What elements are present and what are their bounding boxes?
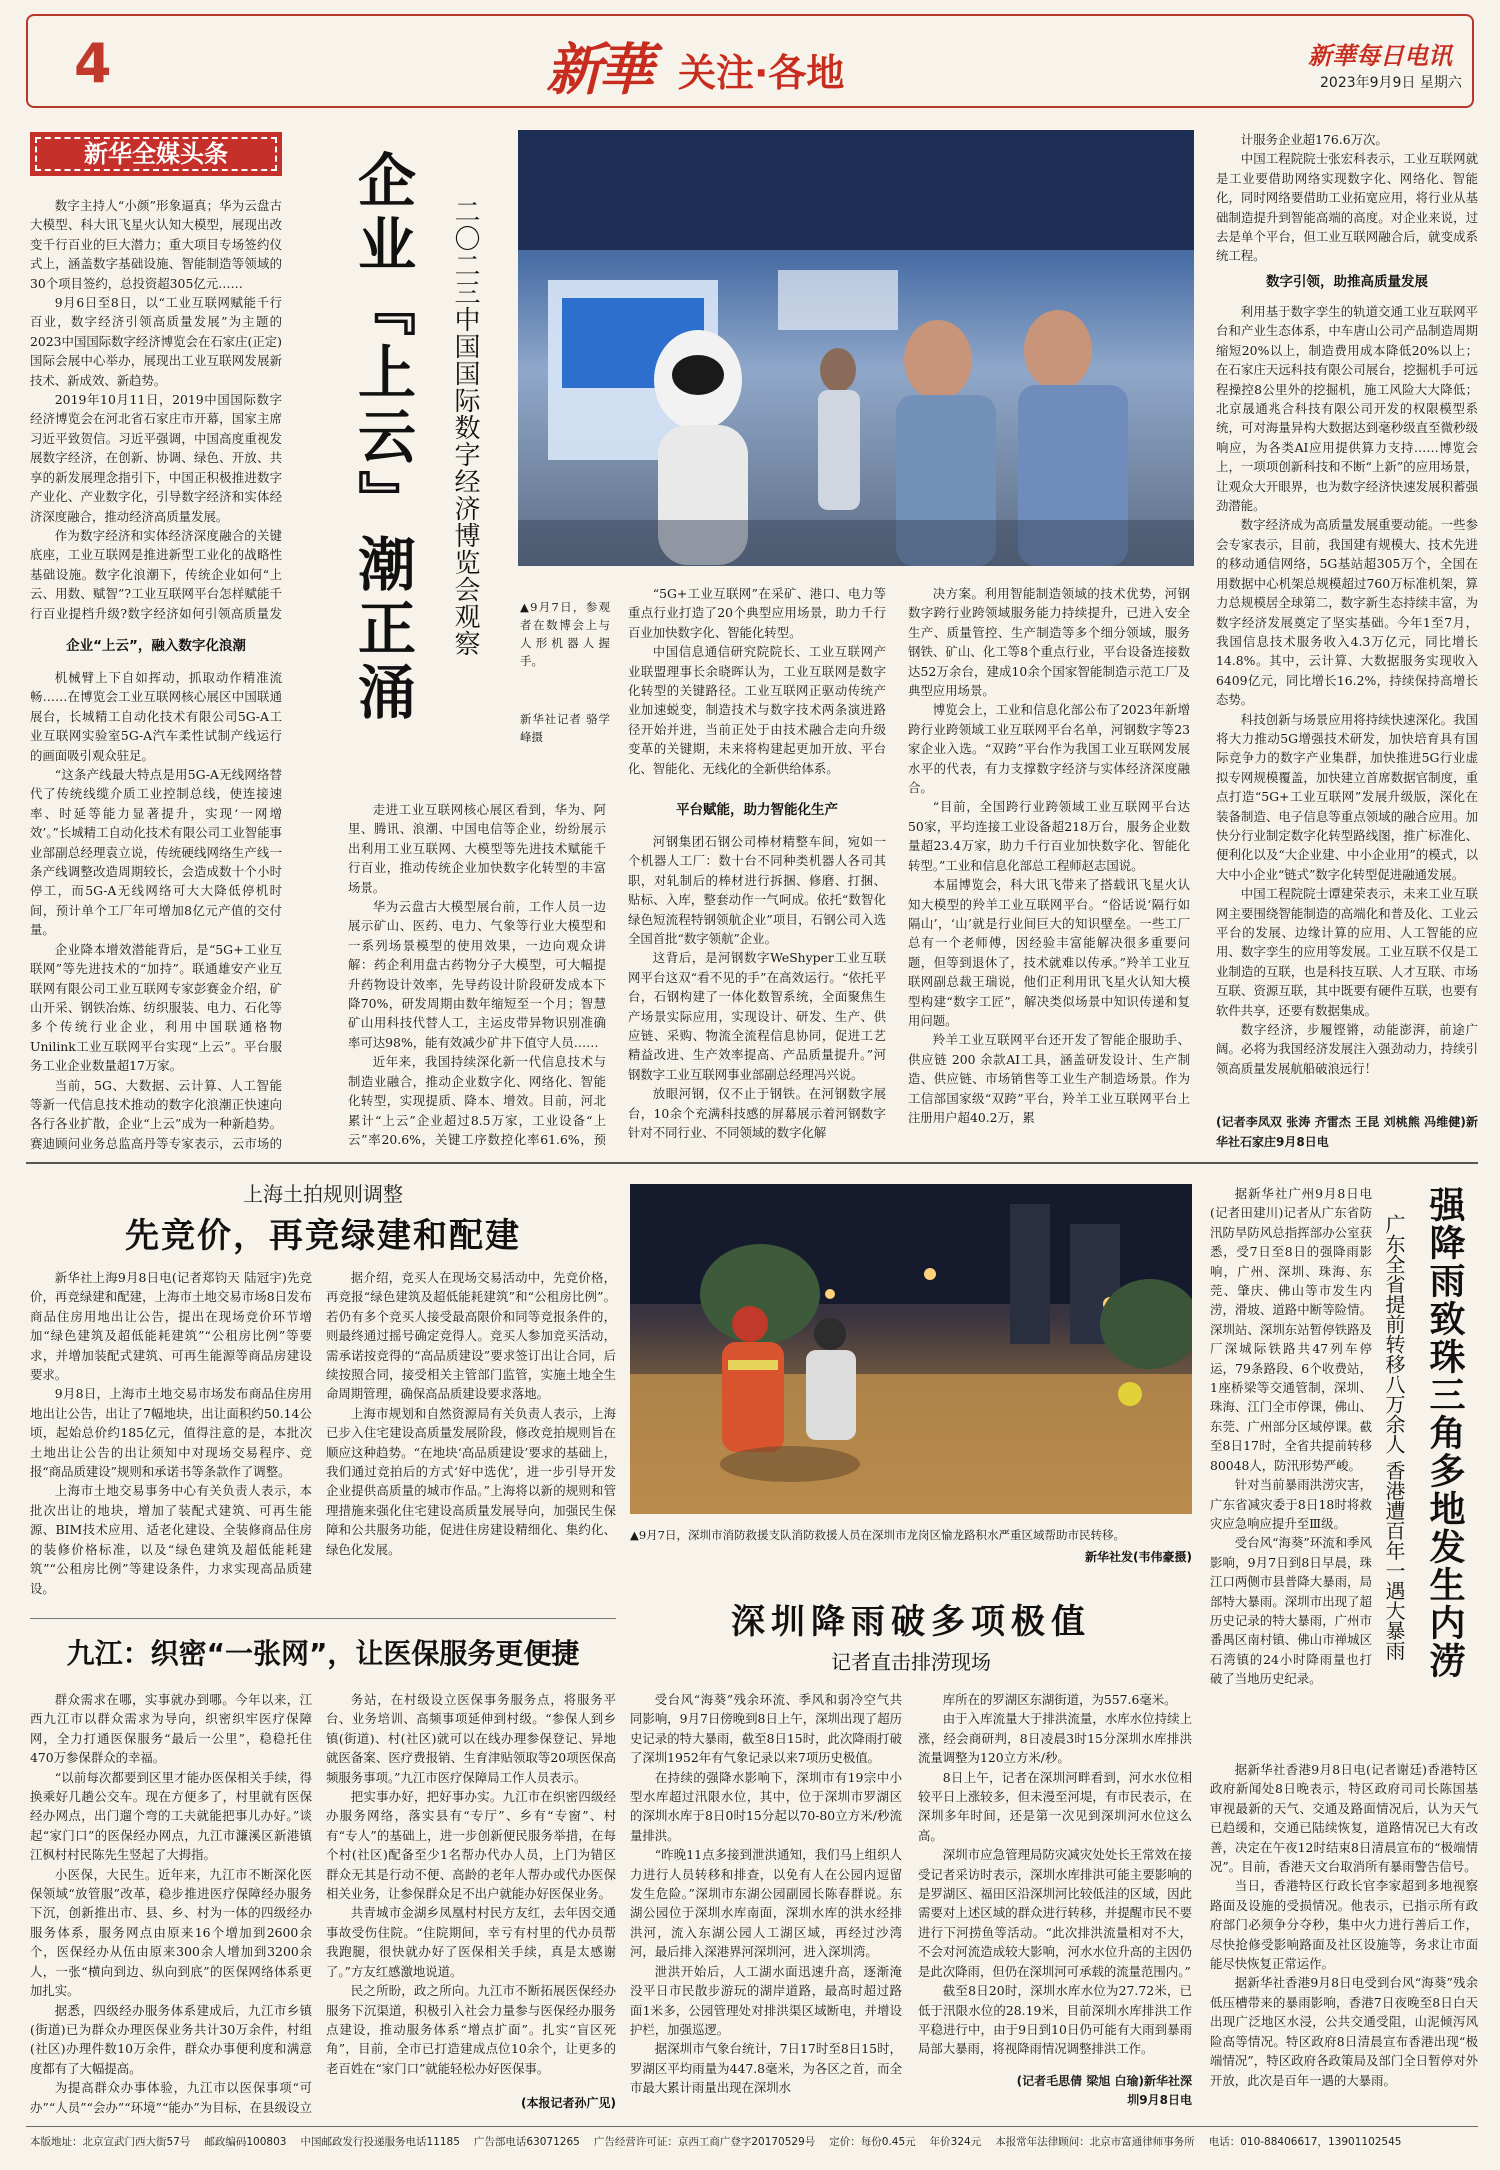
shanghai-headline: 先竞价，再竞绿建和配建: [125, 1216, 521, 1256]
expo-scene-illustration: [518, 130, 1194, 566]
shenzhen-subtitle: 记者直击排涝现场: [831, 1650, 991, 1674]
lead-col-5: 计服务企业超176.6万次。 中国工程院院士张宏科表示，工业互联网就是工业要借助网络实现数字化、网络化、智能化，同时网络要借助工业拓宽应用，将行业从基础制造提升到智能高端的高度。对企业来说，过去是单个平台，但工业互联网融合后，就变成系统工程。: [1216, 132, 1478, 264]
shanghai-col-2: 据介绍，竞买人在现场交易活动中，先竞价格，再竞报“绿色建筑及超低能耗建筑”和“公租房比例”。若仍有多个竞买人接受最高限价和同等竞报条件的，则最终通过摇号确定竞得人。竞买人参加竞买活动，需承诺按竞得的“高品质建设”要求签订出让合同，后续按照合同，接受相关主管部门监管，实施土地全生命周期管理，确保高品质建设要求落地。 上海市规划和自然资源局有关负责人表示，上海已步入住宅建设高质量发展阶段，修改竞拍规则旨在顺应这种趋势。“在地块‘高品质建设’要求的基础上，我们通过竞拍后的方式‘好中选优’，进一步引导开发企业提供高质量的城市作品。”上海将以新的规则和管理措施来强化住宅建设高质量发展导向，加强民生保障和公共服务功能，促进住房建设精细化、集约化、绿色化发展。: [326, 1270, 616, 1557]
masthead: [26, 14, 1476, 110]
jiujiang-col-1: 群众需求在哪，实事就办到哪。今年以来，江西九江市以群众需求为导向，织密织牢医疗保障网，全力打通医保服务“最后一公里”，稳稳托住470万参保群众的幸福。 “以前每次都要到区里才能办医保相关手续，得换乘好几趟公交车。现在方便多了，村里就有医保经办网点，出门遛个弯的工夫就能把事儿办好。”谈起“家门口”的医保经办网点，九江市濂溪区新港镇江枫村村民陈先生竖起了大拇指。 小医保，大民生。近年来，九江市不断深化医保领域“放管服”改革，稳步推进医疗保障经办服务下沉，创新推出市、县、乡、村为一体的四级经办服务体系，服务网点由原来16个增加到2600余个，医保经办从伍由原来300余人增加到3200余人，一张“横向到边、纵向到底”的医保网络体系更加扎实。 据悉，四级经办服务体系建成后，九江市乡镇(街道)已为群众办理医保业务共计30万余件，村组(社区)办理件数10万余件，群众办事便利度和满意度都有了大幅提高。 为提高群众办事体验，九江市以医保事项“可办”“人员”“会办”“环境”“能办”为目标，在县级设立: [30, 1692, 312, 2114]
lead-col-2: 走进工业互联网核心展区看到，华为、阿里、腾讯、浪潮、中国电信等企业，纷纷展示出利用工业互联网、大模型等先进技术赋能千行百业，推动传统企业加快数字化转型的丰富场景。 华为云盘古大模型展台前，工作人员一边展示矿山、医药、电力、气象等行业大模型和一系列场景模型的使用效果，一边向观众讲解：药企利用盘古药物分子大模型，可大幅提升药物设计效率，先导药设计阶段研发成本下降70%，研发周期由数年缩短至一个月；智慧矿山用科技代替人工，主运皮带异物识别准确率可达98%，能有效减少矿井下值守人员…… 近年来，我国持续深化新一代信息技术与制造业融合，推动企业数字化、网络化、智能化转型，实现提质、降本、增效。目前，河北累计“上云”企业超过8.5万家，工业设备“上云”率20.6%，关键工序数控化率61.6%，预: [348, 802, 606, 1147]
footer-postcode: 邮政编码100803: [204, 2136, 287, 2148]
lead-headline: 企业『上云』潮正涌: [348, 150, 416, 726]
issue-date: 2023年9月9日 星期六: [1320, 75, 1462, 91]
shenzhen-photo-caption: ▲9月7日，深圳市消防救援支队消防救援人员在深圳市龙岗区愉龙路积水严重区域帮助市民转移。: [630, 1528, 1125, 1542]
lead-subhead-1: 企业“上云”，融入数字化浪潮: [66, 638, 246, 654]
lead-col-1b: 机械臂上下自如挥动，抓取动作精准流畅……在博览会工业互联网核心展区中国联通展台，长城精工自动化技术有限公司5G-A工业互联网实验室5G-A汽车柔性试制产线运行的画面吸引观众驻足。 “这条产线最大特点是用5G-A无线网络替代了传统线缆介质工业控制总线，使连接速率、时延等能力显著提升，实现‘一网增效’。”长城精工自动化技术有限公司工业智能事业部副总经理袁立说，传统硬线网络生产线一条产线调整改造周期较长，会造成数十个小时停工，而5G-A无线网络可大大降低停机时间，预计单个工厂年可增加8亿元产值的交付量。 企业降本增效潜能背后，是“5G+工业互联网”等先进技术的“加持”。联通雄安产业互联网有限公司工业互联网专家彭赛金介绍，矿山开采、钢铁冶炼、纺织服装、电力、石化等多个传统行业企业，利用中国联通格物Unilink工业互联网平台实现“上云”。平台服务工业企业数量超17万家。 当前，5G、大数据、云计算、人工智能等新一代信息技术推动的数字化浪潮正快速向各行各业扩散，企业“上云”成为一种新趋势。赛迪顾问业务总监高丹等专家表示，云市场的: [30, 670, 282, 1151]
footer-delivery: 中国邮政发行投递服务电话11185: [300, 2136, 460, 2148]
lead-photo-caption: ▲9月7日，参观者在数博会上与人形机器人握手。: [520, 600, 610, 668]
lead-photo-credit: 新华社记者 骆学峰摄: [520, 712, 610, 744]
shanghai-col-1: 新华社上海9月8日电(记者郑钧天 陆冠宇)先竞价，再竞绿建和配建，上海市土地交易市场8日发布商品住房用地出让公告，提出在现场竞价环节增加“绿色建筑及超低能耗建筑”“公租房比例”等要求，并增加装配式建筑、可再生能源等商品房建设要求。 9月8日，上海市土地交易市场发布商品住房用地出让公告，出让了7幅地块，出让面积约50.14公顷，起始总价约185亿元，值得注意的是，本批次土地出让公告的出让须知中对现场交易程序、竞报“商品质建设”规则和承诺书等条款作了调整。 上海市土地交易事务中心有关负责人表示，本批次出让的地块，增加了装配式建筑、可再生能源、BIM技术应用、适老化建设、全装修商品住房的装修价格标准，以及“绿色建筑及超低能耗建筑”“公租房比例”等建设条件，力求实现高品质建设。: [30, 1270, 312, 1596]
badge-label: 新华全媒头条: [84, 140, 228, 168]
shenzhen-col-1: 受台风“海葵”残余环流、季风和弱冷空气共同影响，9月7日傍晚到8日上午，深圳出现了超历史记录的特大暴雨，截至8日15时，此次降雨打破了深圳1952年有气象记录以来7项历史极值。 在持续的强降水影响下，深圳市有19宗中小型水库超过汛限水位，其中，位于深圳市罗湖区的深圳水库于8日0时15分起以70-80立方米/秒流量排洪。 “昨晚11点多接到泄洪通知，我们马上组织人力进行人员转移和排查，以免有人在公园内逗留发生危险。”深圳市东湖公园副园长陈春群说。东湖公园位于深圳水库南面，深圳水库的洪水经排洪河，流入东湖公园人工湖区域，再经过沙湾河，最后排入深港界河深圳河，进入深圳湾。 泄洪开始后，人工湖水面迅速升高，逐渐淹没平日市民散步游玩的湖岸道路，最高时超过路面1米多，公园管理处对排洪渠区域断电，并增设护栏，加强巡逻。 据深圳市气象台统计，7日17时至8日15时，罗湖区平均雨量为447.8毫米，为各区之首，而全市最大累计雨量出现在深圳水: [630, 1692, 902, 2096]
footer-rule: [26, 2126, 1478, 2127]
lead-col-3b: 河钢集团石钢公司棒材精整车间，宛如一个机器人工厂：数十台不同种类机器人各司其职，对轧制后的棒材进行拆捆、修磨、打捆、贴标、入库，整套动作一气呵成。依托“数智化绿色短流程特钢领航企业”项目，石钢公司入选全国首批“数字领航”企业。 这背后，是河钢数字WeShyper工业互联网平台这双“看不见的手”在高效运行。“依托平台，石钢构建了一体化数智系统，全面聚焦生产场景实际应用，实现设计、研发、生产、供应链、采购、物流全流程信息协同，促进工艺精益改进、生产效率提高、产品质量提升。”河钢数字工业互联网事业部副总经理冯兴说。 放眼河钢，仅不止于钢铁。在河钢数字展台，10余个充满科技感的屏幕展示着河钢数字针对不同行业、不同领域的数字化解: [628, 834, 886, 1141]
lead-col-3: “5G+工业互联网”在采矿、港口、电力等重点行业打造了20个典型应用场景，助力千行百业加快数字化、智能化转型。 中国信息通信研究院院长、工业互联网产业联盟理事长余晓晖认为，工业互联网是数字化转型的关键路径。工业互联网正驱动传统产业加速蜕变，制造技术与数字技术两条演进路径开始并进，当前正处于由技术融合走向升级变革的关键期，未来将构建起更加开放、平台化、智能化、无线化的全新供给体系。: [628, 586, 886, 776]
jiujiang-col-2: 务站，在村级设立医保事务服务点，将服务平台、业务培训、高频事项延伸到村级。“参保人到乡镇(街道)、村(社区)就可以在线办理参保登记、异地就医备案、医疗费报销、生育津贴领取等20项医保高频服务事项。”九江市医疗保障局工作人员表示。 把实事办好，把好事办实。九江市在织密四级经办服务网络，落实县有“专厅”、乡有“专窗”、村有“专人”的基础上，进一步创新便民服务举措，在每个村(社区)配备至少1名帮办代办人员，上门为错区群众无其是行动不便、高龄的老年人帮办或代办医保相关业务，让参保群众足不出户就能办好医保业务。 共青城市金湖乡凤凰村村民方友红，去年因交通事故受伤住院。“住院期间，幸亏有村里的代办员帮我跑腿，很快就办好了医保相关手续，真是太感谢了。”方友红感激地说道。 民之所盼，政之所向。九江市不断拓展医保经办服务下沉渠道，积极引入社会力量参与医保经办服务点建设，推动服务体系“增点扩面”。扎实“盲区死角”，目前，全市已打造建成点位10余个，让更多的老百姓在“家门口”就能轻松办好医保事。: [326, 1692, 616, 2076]
badge: [30, 132, 282, 176]
flood-scene-illustration: [630, 1184, 1192, 1514]
jiujiang-byline: (本报记者孙广见): [521, 2096, 616, 2110]
footer: [30, 2134, 1478, 2158]
guangdong-subtitle: 广东全省提前转移八万余人 香港遭百年一遇大暴雨: [1382, 1214, 1406, 1661]
jiujiang-divider: [30, 1618, 616, 1619]
footer-price: 定价：每份0.45元: [829, 2136, 916, 2148]
footer-address: 本版地址：北京宣武门西大街57号: [30, 2136, 191, 2148]
page-number: 4: [74, 32, 112, 95]
lead-subhead-3: 数字引领，助推高质量发展: [1266, 274, 1428, 290]
shenzhen-byline: (记者毛思倩 梁旭 白瑜)新华社深圳9月8日电: [1016, 2074, 1192, 2108]
lead-col-1: 数字主持人“小颜”形象逼真；华为云盘古大模型、科大讯飞星火认知大模型，展现出改变千行百业的巨大潜力；重大项目专场签约仪式上，涵盖数字基础设施、智能制造等领域的30个项目签约，总投资超305亿元…… 9月6日至8日，以“工业互联网赋能千行百业，数字经济引领高质量发展”为主题的2023中国国际数字经济博览会在石家庄(正定)国际会展中心举办，展现出工业互联网发展新技术、新成效、新趋势。 2019年10月11日，2019中国国际数字经济博览会在河北省石家庄市开幕，国家主席习近平致贺信。习近平强调，中国高度重视发展数字经济，在创新、协调、绿色、开放、共享的新发展理念指引下，中国正积极推进数字产业化、产业数字化，引导数字经济和实体经济深度融合，推动经济高质量发展。 作为数字经济和实体经济深度融合的关键底座，工业互联网是推进新型工业化的战略性基础设施。数字化浪潮下，传统企业如何“上云、用数、赋智”?工业互联网平台怎样赋能千行百业提档升级?数字经济如何引领高质量发: [30, 198, 282, 621]
lead-byline: (记者李凤双 张涛 齐雷杰 王昆 刘桃熊 冯维健)新华社石家庄9月8日电: [1216, 1115, 1478, 1149]
lead-col-4: 决方案。利用智能制造领域的技术优势，河钢数字跨行业跨领域服务能力持续提升，已进入安全生产、质量管控、生产制造等多个细分领域，服务钢铁、矿山、化工等8个重点行业，平台设备连接数达52万余台，建成10余个国家智能制造示范工厂及典型应用场景。 博览会上，工业和信息化部公布了2023年新增跨行业跨领域工业互联网平台名单，河钢数字等23家企业入选。“双跨”平台作为我国工业互联网发展水平的代表，有力支撑数字经济与实体经济深度融合。 “目前，全国跨行业跨领域工业互联网平台达50家，平均连接工业设备超218万台，服务企业数量超23.4万家，助力千行百业加快数字化、智能化转型。”工业和信息化部总工程师赵志国说。 本届博览会，科大讯飞带来了搭载讯飞星火认知大模型的羚羊工业互联网平台。“俗话说‘隔行如隔山’，‘山’就是行业间巨大的知识壁垒。一些工厂总有一个老师傅，因经验丰富能解决很多重要问题，但等到退休了，技术就难以传承。”羚羊工业互联网副总裁王瑞说，他们正利用讯飞星火认知大模型构建“数字工匠”，解决类似场景中知识传递和复用问题。 羚羊工业互联网平台还开发了智能企服助手、供应链 200 余款AI工具，涵盖研发设计、生产制造、供应链、市场销售等工业生产制造场景。作为工信部国家级“双跨”平台，羚羊工业互联网平台上注册用户超40.2万，累: [908, 586, 1190, 1125]
footer-phone: 电话：010-88406617，13901102545: [1208, 2136, 1402, 2148]
paper-name: 新華每日电讯: [1308, 42, 1452, 70]
jiujiang-headline: 九江：织密“一张网”，让医保服务更便捷: [66, 1637, 580, 1670]
footer-legal: 本报常年法律顾问：北京市富通律师事务所: [995, 2136, 1195, 2148]
guangdong-col: 据新华社广州9月8日电(记者田建川)记者从广东省防汛防旱防风总指挥部办公室获悉，受7日至8日的强降雨影响，广州、深圳、珠海、东莞、肇庆、佛山等市发生内涝，滑坡、道路中断等险情。深圳站、深圳东站暂停铁路及厂深城际铁路共47列车停运，79条路段、6个收费站，1座桥梁等交通管制，深圳、珠海、江门全市停课，佛山、东莞、广州部分区域停课。截至8日17时，全省共提前转移80048人，防汛形势严峻。 针对当前暴雨洪涝灾害，广东省减灾委于8日18时将救灾应急响应提升至Ⅲ级。 受台风“海葵”环流和季风影响，9月7日到8日早晨，珠江口两侧市县普降大暴雨，局部特大暴雨。深圳市出现了超历史记录的特大暴雨，广州市番禺区南村镇、佛山市禅城区石湾镇的24小时降雨量也打破了当地历史纪录。: [1210, 1186, 1372, 1687]
footer-license: 广告经营许可证：京西工商广登字20170529号: [593, 2136, 816, 2148]
shenzhen-photo: [630, 1184, 1192, 1514]
lead-subhead-2: 平台赋能，助力智能化生产: [676, 802, 838, 818]
lead-col-5b: 利用基于数字孪生的轨道交通工业互联网平台和产业生态体系，中车唐山公司产品制造周期缩短20%以上，制造费用成本降低20%以上；在石家庄天远科技有限公司展台，挖掘机手可远程操控8公里外的挖掘机，施工风险大大降低；北京晟通兆合科技有限公司开发的权限模型系统，可对海量异构大数据达到毫秒级直至微秒级响应，为各类AI应用提供算力支持……博览会上，一项项创新科技和不断“上新”的应用场景，让观众大开眼界，也为数字经济快速发展积蓄强劲潜能。 数字经济成为高质量发展重要动能。一些参会专家表示，目前，我国建有规模大、技术先进的移动通信网络，5G基站超305万个，全国在用数据中心机架总规模超过760万标准机架，算力总规模居全球第二，数字新生态持续丰富，为数字经济发展奠定了坚实基础。今年1至7月，我国信息技术服务收入4.3万亿元，同比增长14.8%。其中，云计算、大数据服务实现收入6409亿元，同比增长16.2%，持续保持高增长态势。 科技创新与场景应用将持续快速深化。我国将大力推动5G增强技术研发，加快培育具有国际竞争力的数字产业集群，加快推进5G行业虚拟专网规模覆盖，加快建立首席数据官制度，重点打造“5G+工业互联网”发展升级版，深化在装备制造、电子信息等重点领域的融合应用。加快分行业制定数字化转型路线图，推广标准化、便利化以及“大企业建、中小企业用”的模式，以大中小企业“链式”数字化转型促进融通发展。 中国工程院院士谭建荣表示，未来工业互联网主要围绕智能制造的高端化和普及化、工业云平台的发展、边缘计算的应用、人工智能的应用、数字孪生的应用等发展。工业互联不仅是工业制造的互联，也是科技互联、人才互联、市场互联、资源互联，其中既要有硬件互联，也要有软件共享，还要有数据集成。 数字经济，步履铿锵，动能澎湃，前途广阔。必将为我国经济发展注入强劲动力，持续引领高质量发展航船破浪远行！: [1216, 304, 1478, 1076]
section-title: 关注·各地: [678, 51, 845, 95]
section-divider: [26, 1162, 1478, 1164]
shenzhen-headline: 深圳降雨破多项极值: [731, 1602, 1091, 1642]
lead-photo: [518, 130, 1194, 566]
footer-ad-phone: 广告部电话63071265: [473, 2136, 580, 2148]
shenzhen-photo-credit: 新华社发(韦伟豪摄): [1085, 1550, 1192, 1564]
guangdong-headline: 强降雨致珠三角多地发生内涝: [1424, 1186, 1465, 1680]
shenzhen-col-2: 库所在的罗湖区东湖街道，为557.6毫米。 由于入库流量大于排洪流量，水库水位持续上涨，经会商研判，8日凌晨3时15分深圳水库排洪流量调整为120立方米/秒。 8日上午，记者在深圳河畔看到，河水水位相较平日上涨较多，但未漫至河堤，有市民表示，在深圳多年时间，还是第一次见到深圳河水位这么高。 深圳市应急管理局防灾减灾处处长王常效在接受记者采访时表示，深圳水库排洪可能主要影响的是罗湖区、福田区沿深圳河比较低洼的区域，因此需要对上述区域的群众进行转移，并提醒市民不要进行下河捞鱼等活动。“此次排洪流量相对不大，不会对河流造成较大影响，河水水位升高的主因仍是此次降雨，但仍在深圳河可承载的流量范围内。” 截至8日20时，深圳水库水位为27.72米，已低于汛限水位的28.19米，目前深圳水库排洪工作平稳进行中，由于9日到10日仍可能有大雨到暴雨局部大暴雨，将视降雨情况调整排洪工作。: [918, 1692, 1192, 2057]
brand-logo: 新華: [546, 37, 650, 103]
hongkong-col: 据新华社香港9月8日电(记者谢廷)香港特区政府新闻处8日晚表示，特区政府司司长陈国基审视最新的天气、交通及路面情况后，认为天气已趋缓和，交通已陆续恢复，道路情况已大有改善，决定在午夜12时结束8日清晨宣布的“极端情况”。目前，香港天文台取消所有暴雨警告信号。 当日，香港特区行政长官李家超到多地视察路面及设施的受损情况。他表示，已指示所有政府部门必须争分夺秒，集中火力进行善后工作，尽快抢修受影响路面及社区设施等，务求让市面能尽快恢复正常运作。 据新华社香港9月8日电受到台风“海葵”残余低压槽带来的暴雨影响，香港7日夜晚至8日白天出现广泛地区水浸，公共交通受阻，山泥倾泻风险高等情况。特区政府8日清晨宣布香港出现“极端情况”，特区政府各政策局及部门全日暂停对外开放，此次是百年一遇的大暴雨。: [1210, 1762, 1478, 2088]
footer-annual-price: 年价324元: [929, 2136, 982, 2148]
shanghai-kicker: 上海土拍规则调整: [243, 1182, 403, 1206]
lead-subtitle: 二〇二三中国国际数字经济博览会观察: [450, 198, 480, 657]
